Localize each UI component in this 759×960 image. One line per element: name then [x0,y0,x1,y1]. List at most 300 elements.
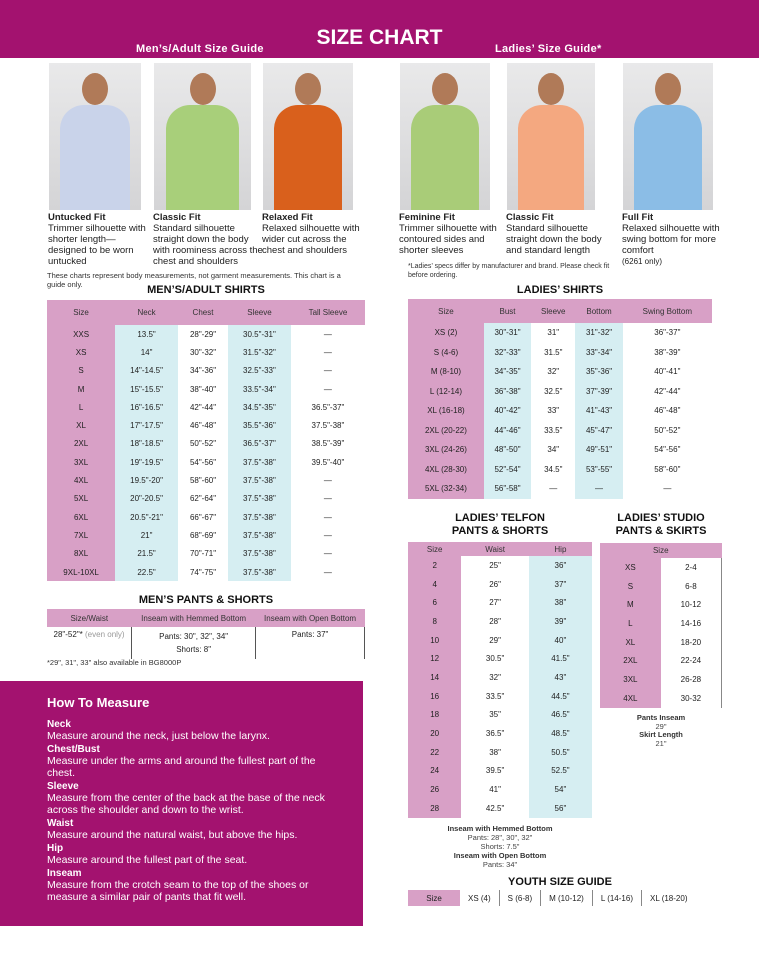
table-cell: 48.5" [529,724,592,743]
table-cell: 8XL [47,545,115,563]
table-row [600,670,722,689]
table-cell: 38"-39" [654,347,681,357]
table-cell: 14-16 [661,614,722,633]
table-cell: 40"-42" [484,401,531,421]
studio-table [600,543,722,708]
table-cell: — [323,512,332,522]
table-cell: L (14-16) [592,890,641,906]
table-cell: 49"-51" [575,440,622,460]
table-cell: 24 [408,762,461,781]
fit-name: Full Fit [622,212,654,223]
table-cell: 16 [408,687,461,706]
table-cell: 6-8 [661,577,722,596]
table-cell: 58"-60" [654,464,681,474]
col-header: Size [47,300,115,325]
col-header: Bottom [575,299,622,323]
fit-name: Untucked Fit [48,212,106,223]
table-cell: 34.5" [544,464,563,474]
table-cell: XXS [47,325,115,343]
col-header: Hip [529,542,592,556]
how-to-measure-title: How To Measure [47,695,150,710]
table-row [408,743,592,762]
note-line: Inseam with Open Bottom [453,851,547,860]
table-cell: 36.5"-37" [311,402,345,412]
table-cell: 35.5"-36" [228,416,291,434]
table-cell: 37.5"-38" [228,490,291,508]
table-cell: 13.5" [115,325,178,343]
table-row [47,435,365,453]
table-row [408,780,592,799]
table-row [47,398,365,416]
col-header: Sleeve [531,299,575,323]
table-cell: 68"-69" [189,530,217,540]
table-cell: 44.5" [529,687,592,706]
table-cell: 33.5" [485,691,505,701]
table-cell: 33.5"-34" [228,380,291,398]
fit-text: Relaxed silhouette with wider cut across the chest and shoulders [262,223,360,256]
measure-label: Hip [47,843,64,854]
table-cell: 14"-14.5" [115,362,178,380]
telfon-title: LADIES’ TELFON PANTS & SHORTS [451,512,549,537]
table-row [408,631,592,650]
table-row [408,668,592,687]
table-cell: 39" [529,612,592,631]
table-cell: 17"-17.5" [115,416,178,434]
table-cell: 12 [408,649,461,668]
table-row [47,380,365,398]
table-cell: 10 [408,631,461,650]
table-cell: 10-12 [661,595,722,614]
table-row [600,595,722,614]
model-photo [400,63,490,210]
table-cell: 36.5" [485,729,505,739]
table-cell: 8 [408,612,461,631]
table-cell: 56"-58" [484,479,531,499]
table-cell: 31.5" [544,347,563,357]
col-header: Chest [178,300,228,325]
table-row [408,575,592,594]
table-cell: — [323,329,332,339]
table-cell: 35" [489,710,501,720]
fit-name: Relaxed Fit [262,212,313,223]
table-cell: 28" [489,616,501,626]
table-cell: — [575,479,622,499]
table-row [408,762,592,781]
measure-label: Neck [47,719,71,730]
ladies-shirts-table [408,299,712,499]
table-cell: 19"-19.5" [115,453,178,471]
table-row [408,323,712,343]
table-cell: — [323,530,332,540]
table-cell: 30"-31" [484,323,531,343]
fit-description [48,212,154,267]
mens-guide-heading: Men’s/Adult Size Guide [136,43,264,55]
table-cell: 46.5" [529,706,592,725]
mens-shirts-title: MEN’S/ADULT SHIRTS [147,284,265,296]
hemmed-shorts: Shorts: 8" [176,645,212,654]
table-cell: 42"-44" [654,386,681,396]
measure-label: Inseam [47,868,82,879]
table-row [47,545,365,563]
table-cell: 3XL [47,453,115,471]
table-cell: 37" [529,575,592,594]
table-cell: XS (4) [460,890,499,906]
model-head [655,73,681,105]
table-cell: 3XL (24-26) [408,440,484,460]
ladies-guide-heading: Ladies’ Size Guide* [495,43,602,55]
table-cell: 2XL (20-22) [408,421,484,441]
table-row [408,687,592,706]
table-cell: S [600,577,661,596]
fit-note: (6261 only) [622,257,663,266]
table-row [408,612,592,631]
page-title: SIZE CHART [316,26,443,49]
table-row [408,362,712,382]
fit-description [262,212,366,256]
table-cell: 20 [408,724,461,743]
table-cell: 41.5" [529,649,592,668]
note-line: Inseam with Hemmed Bottom [447,824,553,833]
table-row [47,563,365,581]
fit-name: Feminine Fit [399,212,455,223]
note-line: 29" [655,721,667,731]
model-photo [507,63,595,210]
telfon-notes [408,824,592,869]
col-header: Size [408,542,461,556]
table-cell: 36.5"-37" [228,435,291,453]
table-cell: 2 [408,556,461,575]
table-cell: 37.5"-38" [311,421,345,431]
table-cell: 40"-41" [654,367,681,377]
youth-row [408,890,695,906]
table-row [408,724,592,743]
table-cell: 27" [489,598,501,608]
table-row [408,556,592,575]
model-head [82,73,108,105]
table-cell: 38"-40" [189,384,217,394]
table-cell: 44"-46" [484,421,531,441]
table-row [600,651,722,670]
fit-text: Trimmer silhouette with contoured sides and shorter sleeves [399,223,497,256]
table-row [47,490,365,508]
table-cell: 22 [408,743,461,762]
table-cell: 6XL [47,508,115,526]
shirt-shape [274,105,342,210]
table-row [408,479,712,499]
table-cell: 5XL (32-34) [408,479,484,499]
table-cell: 37.5"-38" [228,563,291,581]
col-header: Size [408,299,484,323]
waist-note: (even only) [85,630,125,639]
table-cell: 30-32 [661,689,722,708]
table-cell: 20"-20.5" [115,490,178,508]
header-row [408,542,592,556]
col-header: Bust [484,299,531,323]
table-cell: 42"-44" [189,402,217,412]
table-row [47,471,365,489]
table-cell: 37.5"-38" [228,545,291,563]
table-cell: 53"-55" [575,460,622,480]
measure-text: Measure around the natural waist, but above the hips. [47,829,298,841]
table-cell: 54"-56" [654,445,681,455]
table-cell: 20.5"-21" [115,508,178,526]
table-cell: 3XL [600,670,661,689]
open-bottom: Pants: 37" [256,627,365,659]
table-cell: 18"-18.5" [115,435,178,453]
table-cell: 35"-36" [575,362,622,382]
table-cell: 34" [547,445,560,455]
shirt-shape [518,105,585,210]
table-cell: 37.5"-38" [228,471,291,489]
table-cell: 6 [408,593,461,612]
table-cell: 18-20 [661,633,722,652]
model-head [432,73,458,105]
fit-description [399,212,503,256]
table-cell: 42.5" [485,803,505,813]
header-row [47,300,365,325]
table-cell: 40" [529,631,592,650]
table-cell: 32.5" [544,386,563,396]
table-cell: — [663,484,672,494]
table-cell: — [323,567,332,577]
table-cell: 41" [489,785,501,795]
table-cell: 46"-48" [189,421,217,431]
table-cell: S (6-8) [499,890,540,906]
table-cell: — [323,347,332,357]
shirt-shape [411,105,479,210]
table-row [47,416,365,434]
note-line: Pants: 34" [482,860,518,869]
table-cell: L [600,614,661,633]
table-cell: 70"-71" [189,549,217,559]
table-cell: 54" [529,780,592,799]
table-cell: 74"-75" [189,567,217,577]
table-cell: 7XL [47,526,115,544]
table-cell: 18 [408,706,461,725]
table-cell: 58"-60" [189,476,217,486]
table-row [47,453,365,471]
waist-range: 28"-52"* [53,630,83,639]
table-cell: — [549,484,558,494]
table-cell: 15"-15.5" [115,380,178,398]
table-cell: 14" [115,343,178,361]
table-cell: S (4-6) [408,343,484,363]
table-cell: 62"-64" [189,494,217,504]
table-cell: 26" [489,579,501,589]
table-cell: L [47,398,115,416]
studio-notes [600,714,722,748]
table-cell: 21.5" [115,545,178,563]
measure-text: Measure from the crotch seam to the top of the shoes or measure a similar pair of pants that fit well. [47,879,309,903]
mens-note: These charts represent body measurements, not garment measurements. This chart is a guide only. [47,271,341,289]
model-photo [49,63,141,210]
measure-text: Measure from the center of the back at the base of the neck across the shoulder and down to the wrist. [47,792,325,816]
fit-text: Relaxed silhouette with swing bottom for more comfort [622,223,720,256]
model-head [190,73,216,105]
table-cell: 2XL [47,435,115,453]
table-cell: 28 [408,799,461,818]
table-cell: M (8-10) [408,362,484,382]
table-row [408,649,592,668]
youth-title: YOUTH SIZE GUIDE [508,876,612,888]
table-cell: 30.5"-31" [228,325,291,343]
table-cell: 2-4 [661,558,722,577]
shirt-shape [60,105,130,210]
fit-name: Classic Fit [506,212,554,223]
fit-description [153,212,264,267]
fit-text: Standard silhouette straight down the body and standard length [506,223,602,256]
table-cell: 39.5" [485,766,505,776]
table-cell: 66"-67" [189,512,217,522]
table-cell: 16"-16.5" [115,398,178,416]
table-cell: 14 [408,668,461,687]
table-cell: 30"-32" [189,347,217,357]
table-cell: 34.5"-35" [228,398,291,416]
table-cell: 36"-38" [484,382,531,402]
table-cell: 52"-54" [484,460,531,480]
shirt-shape [166,105,240,210]
table-row [600,633,722,652]
note-line: Pants Inseam [636,713,686,722]
table-row [408,343,712,363]
fit-description [622,212,726,267]
table-cell: 52.5" [529,762,592,781]
col-header: Size/Waist [47,609,132,627]
table-row [408,593,592,612]
table-cell: 38" [489,747,501,757]
table-cell: 31"-32" [575,323,622,343]
table-cell: 5XL [47,490,115,508]
col-header: Waist [461,542,529,556]
measure-label: Chest/Bust [47,744,100,755]
table-row [47,526,365,544]
table-cell: 29" [489,635,501,645]
col-header: Inseam with Open Bottom [256,609,365,627]
table-cell: 32"-33" [484,343,531,363]
table-cell: 4XL [600,689,661,708]
table-cell: XL [47,416,115,434]
table-cell: M [600,595,661,614]
fit-text: Standard silhouette straight down the body with roominess across the chest and shoulders [153,223,263,267]
table-cell: 32.5"-33" [228,362,291,380]
col-header: Size [600,543,722,558]
table-cell: 45"-47" [575,421,622,441]
table-cell: — [323,366,332,376]
table-row [600,689,722,708]
table-cell: XL (16-18) [408,401,484,421]
model-photo [623,63,713,210]
ladies-note: *Ladies’ specs differ by manufacturer and brand. Please check fit before ordering. [408,263,610,279]
table-cell: 33" [547,406,560,416]
table-row [47,508,365,526]
table-row [47,343,365,361]
table-cell: 37.5"-38" [228,453,291,471]
table-cell: XS [47,343,115,361]
table-cell: 34"-36" [189,366,217,376]
pants-footnote: *29", 31", 33" also available in BG8000P [47,658,182,667]
table-cell: M (10-12) [541,890,593,906]
table-row [600,577,722,596]
table-cell: 34"-35" [484,362,531,382]
table-cell: 50"-52" [189,439,217,449]
table-cell: 31.5"-32" [228,343,291,361]
hemmed-pants: Pants: 30", 32", 34" [159,632,229,641]
table-cell: 43" [529,668,592,687]
model-photo [263,63,353,210]
table-cell: 22-24 [661,651,722,670]
table-cell: 54"-56" [189,457,217,467]
table-cell: 36" [529,556,592,575]
table-cell: M [47,380,115,398]
table-cell: 33.5" [544,425,563,435]
table-cell: S [47,362,115,380]
table-cell: 26 [408,780,461,799]
table-cell: 2XL [600,651,661,670]
table-row [408,382,712,402]
table-cell: 39.5"-40" [311,457,345,467]
fit-description [506,212,608,256]
table-cell: 41"-43" [575,401,622,421]
how-to-measure-panel [0,681,363,926]
table-cell: XL (18-20) [649,893,688,903]
table-cell: 31" [547,328,560,338]
table-cell: 38.5"-39" [311,439,345,449]
table-cell: XS [600,558,661,577]
studio-title: LADIES’ STUDIO PANTS & SKIRTS [615,512,707,537]
measure-label: Sleeve [47,781,79,792]
header-row [408,299,712,323]
measure-text: Measure under the arms and around the fullest part of the chest. [47,755,316,779]
table-cell: 22.5" [115,563,178,581]
table-cell: XL [600,633,661,652]
table-cell: 9XL-10XL [47,563,115,581]
table-cell: XS (2) [408,323,484,343]
ladies-shirts-title: LADIES’ SHIRTS [516,284,604,296]
table-row [600,558,722,577]
table-cell: 4XL (28-30) [408,460,484,480]
table-cell: 32" [547,367,560,377]
table-cell: 21" [115,526,178,544]
table-cell: — [323,549,332,559]
table-cell: 38" [529,593,592,612]
mens-shirts-table [47,300,365,581]
table-cell: 4XL [47,471,115,489]
table-cell: 37.5"-38" [228,526,291,544]
fit-name: Classic Fit [153,212,201,223]
table-cell: 26-28 [661,670,722,689]
youth-table [408,890,695,906]
measure-text: Measure around the fullest part of the seat. [47,854,248,866]
table-cell: 30.5" [485,654,505,664]
model-photo [154,63,251,210]
col-header: Neck [115,300,178,325]
table-cell: 37"-39" [575,382,622,402]
table-cell: 28"-29" [189,329,217,339]
table-row [47,325,365,343]
mens-pants-table [47,609,365,659]
table-cell: 32" [489,672,501,682]
table-cell: — [323,384,332,394]
col-header: Tall Sleeve [291,300,365,325]
measure-text: Measure around the neck, just below the larynx. [47,730,270,742]
table-cell: — [323,476,332,486]
col-header: Inseam with Hemmed Bottom [132,609,256,627]
table-cell: 4 [408,575,461,594]
model-head [538,73,564,105]
mens-pants-title: MEN’S PANTS & SHORTS [138,594,274,606]
table-cell: 25" [489,560,501,570]
table-row [600,614,722,633]
